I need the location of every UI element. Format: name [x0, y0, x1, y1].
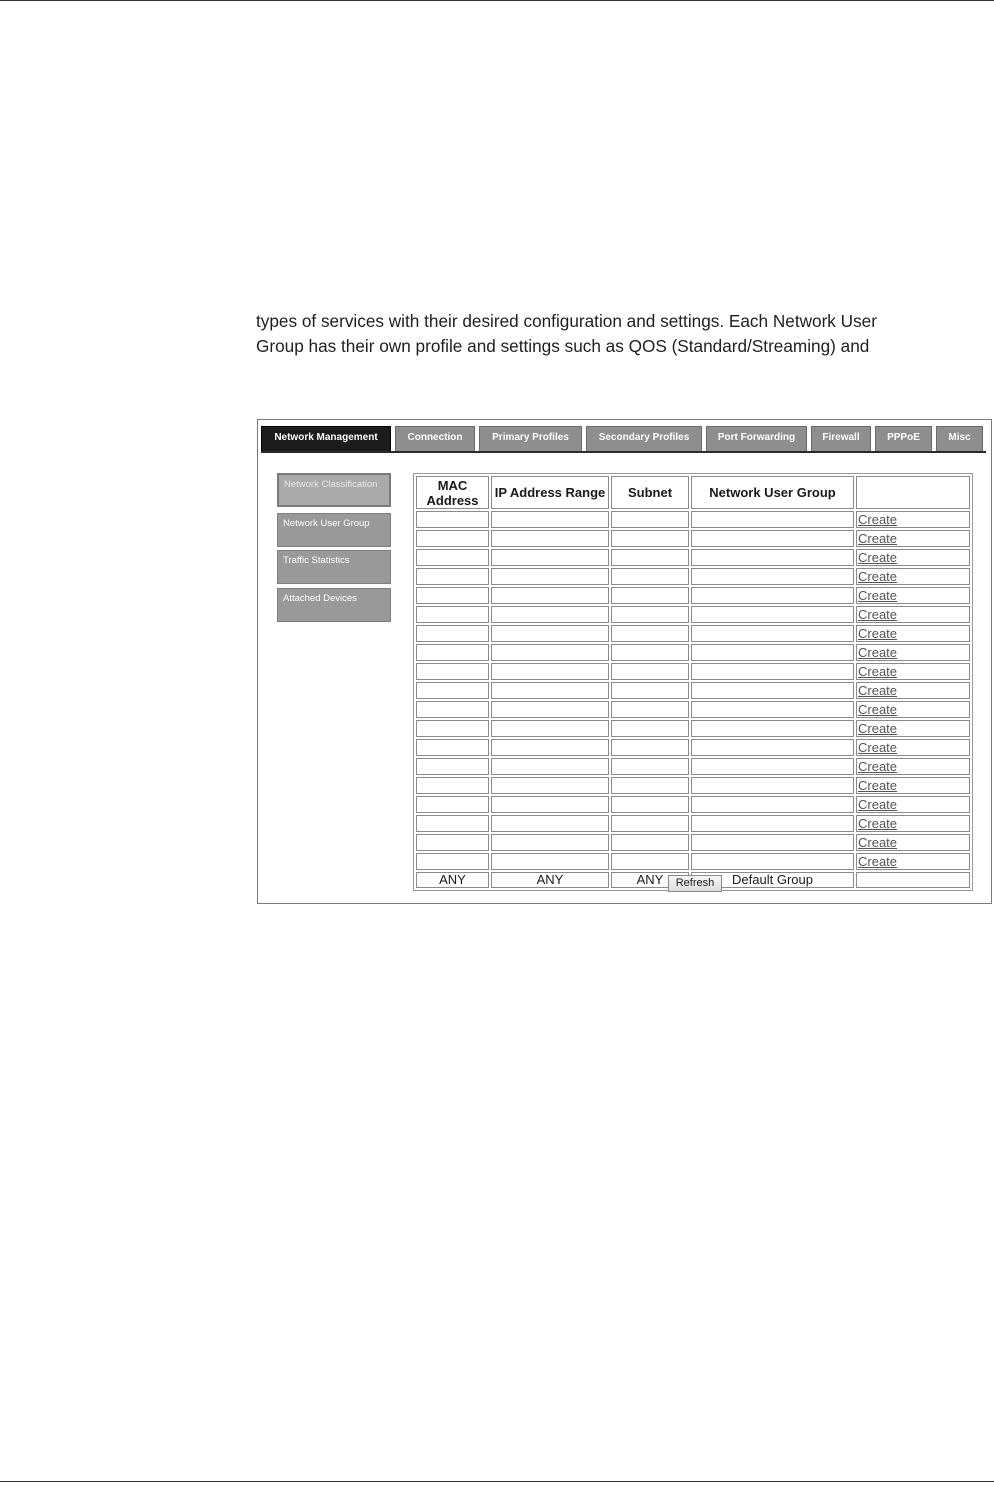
table-cell: [611, 663, 689, 680]
table-cell: [691, 815, 854, 832]
table-cell: [691, 682, 854, 699]
table-cell: [611, 511, 689, 528]
create-link[interactable]: Create: [858, 740, 898, 755]
create-link[interactable]: Create: [858, 512, 898, 527]
table-body: [416, 511, 970, 888]
intro-text: [256, 309, 992, 359]
create-link[interactable]: Create: [858, 588, 898, 603]
table-cell-action: [856, 796, 970, 813]
default-row-cell: ANY: [611, 872, 689, 888]
table-cell: [416, 758, 489, 775]
table-cell: [491, 530, 609, 547]
create-link[interactable]: Create: [858, 626, 898, 641]
table-cell: [416, 625, 489, 642]
table-cell: [691, 625, 854, 642]
default-row-cell: [856, 872, 970, 888]
table-cell: [691, 834, 854, 851]
table-cell: [611, 701, 689, 718]
table-cell: [611, 530, 689, 547]
table-cell: [691, 644, 854, 661]
table-cell: [491, 758, 609, 775]
sidebar-item-network-classification[interactable]: Network Classification: [277, 473, 391, 507]
table-cell: [416, 663, 489, 680]
table-cell: [611, 834, 689, 851]
table-cell: [691, 739, 854, 756]
table-cell-action: [856, 568, 970, 585]
tab-connection[interactable]: Connection: [395, 426, 475, 451]
table-cell: [611, 796, 689, 813]
table-cell: [491, 606, 609, 623]
table-cell-action: [856, 834, 970, 851]
table-cell: [611, 682, 689, 699]
table-cell-action: [856, 720, 970, 737]
table-cell-action: [856, 815, 970, 832]
table-cell: [416, 644, 489, 661]
table-row: [416, 663, 970, 680]
table-cell-action: [856, 682, 970, 699]
table-cell: [691, 606, 854, 623]
table-cell: [611, 739, 689, 756]
table-row: [416, 834, 970, 851]
table-cell: [611, 625, 689, 642]
create-link[interactable]: Create: [858, 778, 898, 793]
table-cell: [416, 777, 489, 794]
sidebar-item-traffic-statistics[interactable]: Traffic Statistics: [277, 550, 391, 584]
create-link[interactable]: Create: [858, 816, 898, 831]
col-network-user-group: Network User Group: [691, 476, 854, 509]
table-cell: [416, 834, 489, 851]
table-cell-action: [856, 549, 970, 566]
table-cell: [416, 530, 489, 547]
table-cell: [416, 853, 489, 870]
tab-bar: [261, 426, 986, 453]
table-row: [416, 587, 970, 604]
table-row: [416, 796, 970, 813]
refresh-button[interactable]: Refresh: [668, 875, 722, 892]
table-cell: [416, 796, 489, 813]
col-ip-address-range: IP Address Range: [491, 476, 609, 509]
table-cell: [611, 549, 689, 566]
intro-line-1: types of services with their desired configuration and settings. Each Network User: [256, 311, 877, 331]
table-cell: [691, 530, 854, 547]
table-cell: [611, 644, 689, 661]
table-cell: [416, 568, 489, 585]
create-link[interactable]: Create: [858, 702, 898, 717]
table-cell: [691, 720, 854, 737]
create-link[interactable]: Create: [858, 759, 898, 774]
table-row: [416, 815, 970, 832]
table-row: [416, 682, 970, 699]
table-cell: [611, 815, 689, 832]
table-row: [416, 853, 970, 870]
table-cell-action: [856, 663, 970, 680]
router-admin-screenshot: [257, 419, 992, 904]
table-cell-action: [856, 606, 970, 623]
table-cell: [611, 606, 689, 623]
table-cell-action: [856, 777, 970, 794]
default-row-cell: Default Group: [691, 872, 854, 888]
table-cell: [416, 511, 489, 528]
col-mac-address: MAC Address: [416, 476, 489, 509]
table-cell: [691, 568, 854, 585]
table-cell: [491, 720, 609, 737]
create-link[interactable]: Create: [858, 550, 898, 565]
col-subnet: Subnet: [611, 476, 689, 509]
tab-pppoe[interactable]: PPPoE: [875, 426, 932, 451]
create-link[interactable]: Create: [858, 569, 898, 584]
table-cell: [691, 587, 854, 604]
tab-secondary-profiles[interactable]: Secondary Profiles: [586, 426, 702, 451]
table-row: [416, 644, 970, 661]
table-cell: [611, 720, 689, 737]
table-cell-action: [856, 511, 970, 528]
table-cell: [691, 758, 854, 775]
table-cell: [416, 815, 489, 832]
create-link[interactable]: Create: [858, 797, 898, 812]
create-link[interactable]: Create: [858, 645, 898, 660]
table-cell: [491, 834, 609, 851]
table-header-row: [416, 476, 970, 509]
bottom-rule: [0, 1481, 994, 1482]
table-cell: [491, 644, 609, 661]
table-cell-action: [856, 758, 970, 775]
create-link[interactable]: Create: [858, 721, 898, 736]
table-cell: [691, 796, 854, 813]
tab-network-management[interactable]: Network Management: [261, 426, 391, 451]
table-cell: [416, 720, 489, 737]
create-link[interactable]: Create: [858, 683, 898, 698]
table-cell: [491, 568, 609, 585]
table-row: [416, 568, 970, 585]
table-cell-action: [856, 853, 970, 870]
table-cell-action: [856, 701, 970, 718]
table-row: [416, 625, 970, 642]
table-cell: [691, 549, 854, 566]
table-row: [416, 739, 970, 756]
table-cell: [416, 739, 489, 756]
table-cell: [691, 663, 854, 680]
default-row-cell: ANY: [416, 872, 489, 888]
table-cell: [611, 587, 689, 604]
table-row: [416, 758, 970, 775]
intro-line-2: Group has their own profile and settings such as QOS (Standard/Streaming) and: [256, 336, 870, 356]
table-row: [416, 720, 970, 737]
table-cell: [611, 568, 689, 585]
col-action: [856, 476, 970, 509]
table-cell: [491, 777, 609, 794]
table-row: [416, 549, 970, 566]
table-cell-action: [856, 530, 970, 547]
create-link[interactable]: Create: [858, 531, 898, 546]
table-row: [416, 606, 970, 623]
default-row-cell: ANY: [491, 872, 609, 888]
table-row: [416, 701, 970, 718]
table-cell: [611, 777, 689, 794]
table-cell: [416, 682, 489, 699]
table-cell: [491, 511, 609, 528]
top-rule: [0, 0, 994, 1]
table-cell: [491, 587, 609, 604]
table-cell: [416, 549, 489, 566]
sidebar-item-network-user-group[interactable]: Network User Group: [277, 513, 391, 547]
sidebar-item-attached-devices[interactable]: Attached Devices: [277, 588, 391, 622]
table-cell: [491, 663, 609, 680]
table-cell: [491, 853, 609, 870]
table-cell: [416, 606, 489, 623]
create-link[interactable]: Create: [858, 835, 898, 850]
tab-port-forwarding[interactable]: Port Forwarding: [706, 426, 807, 451]
table-cell-action: [856, 587, 970, 604]
tab-primary-profiles[interactable]: Primary Profiles: [479, 426, 582, 451]
table-cell: [691, 701, 854, 718]
table-cell: [491, 739, 609, 756]
table-cell: [491, 701, 609, 718]
classification-table: [413, 473, 973, 891]
table-cell: [416, 587, 489, 604]
table-cell-action: [856, 739, 970, 756]
tab-misc[interactable]: Misc: [936, 426, 983, 451]
table-cell: [691, 777, 854, 794]
classification-table-wrapper: [413, 473, 973, 891]
create-link[interactable]: Create: [858, 607, 898, 622]
tab-firewall[interactable]: Firewall: [811, 426, 871, 451]
table-cell: [491, 625, 609, 642]
table-cell: [611, 853, 689, 870]
create-link[interactable]: Create: [858, 854, 898, 869]
table-cell: [416, 701, 489, 718]
table-cell: [491, 815, 609, 832]
table-cell-action: [856, 625, 970, 642]
table-cell-action: [856, 644, 970, 661]
table-cell: [691, 853, 854, 870]
table-cell: [491, 549, 609, 566]
table-row: [416, 777, 970, 794]
table-cell: [611, 758, 689, 775]
create-link[interactable]: Create: [858, 664, 898, 679]
table-row: [416, 530, 970, 547]
table-cell: [691, 511, 854, 528]
table-cell: [491, 796, 609, 813]
table-row: [416, 511, 970, 528]
table-cell: [491, 682, 609, 699]
